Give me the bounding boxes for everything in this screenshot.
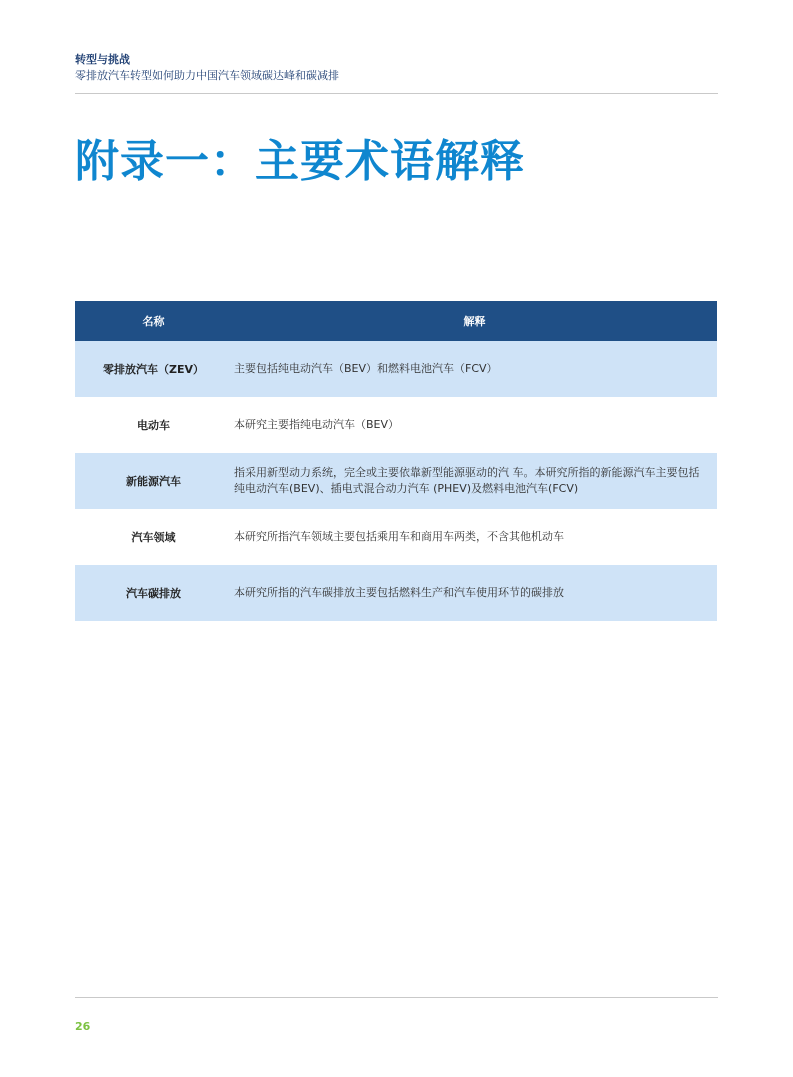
table-row — [75, 453, 717, 509]
term-description: 本研究所指汽车领域主要包括乘用车和商用车两类，不含其他机动车 — [232, 509, 717, 565]
running-header — [75, 52, 718, 84]
column-header-description: 解释 — [232, 301, 717, 341]
footer-divider — [75, 997, 718, 998]
header-subtitle: 零排放汽车转型如何助力中国汽车领域碳达峰和碳减排 — [75, 69, 339, 82]
term-description: 本研究主要指纯电动汽车（BEV） — [232, 397, 717, 453]
term-description: 本研究所指的汽车碳排放主要包括燃料生产和汽车使用环节的碳排放 — [232, 565, 717, 621]
header-title: 转型与挑战 — [75, 53, 130, 66]
term-description: 指采用新型动力系统，完全或主要依靠新型能源驱动的汽 车。本研究所指的新能源汽车主要包括纯电动汽车(BEV)、插电式混合动力汽车 (PHEV)及燃料电池汽车(FCV) — [232, 453, 717, 509]
table-row — [75, 397, 717, 453]
table-row — [75, 509, 717, 565]
terms-table — [75, 301, 717, 621]
term-name: 零排放汽车（ZEV） — [75, 341, 232, 397]
term-name: 汽车碳排放 — [75, 565, 232, 621]
table-row — [75, 565, 717, 621]
table-header-row — [75, 301, 717, 341]
page-number: 26 — [75, 1020, 91, 1033]
term-name: 新能源汽车 — [75, 453, 232, 509]
term-description: 主要包括纯电动汽车（BEV）和燃料电池汽车（FCV） — [232, 341, 717, 397]
column-header-name: 名称 — [75, 301, 232, 341]
header-divider — [75, 93, 718, 94]
table-row — [75, 341, 717, 397]
page-title: 附录一：主要术语解释 — [75, 136, 525, 187]
term-name: 电动车 — [75, 397, 232, 453]
term-name: 汽车领域 — [75, 509, 232, 565]
